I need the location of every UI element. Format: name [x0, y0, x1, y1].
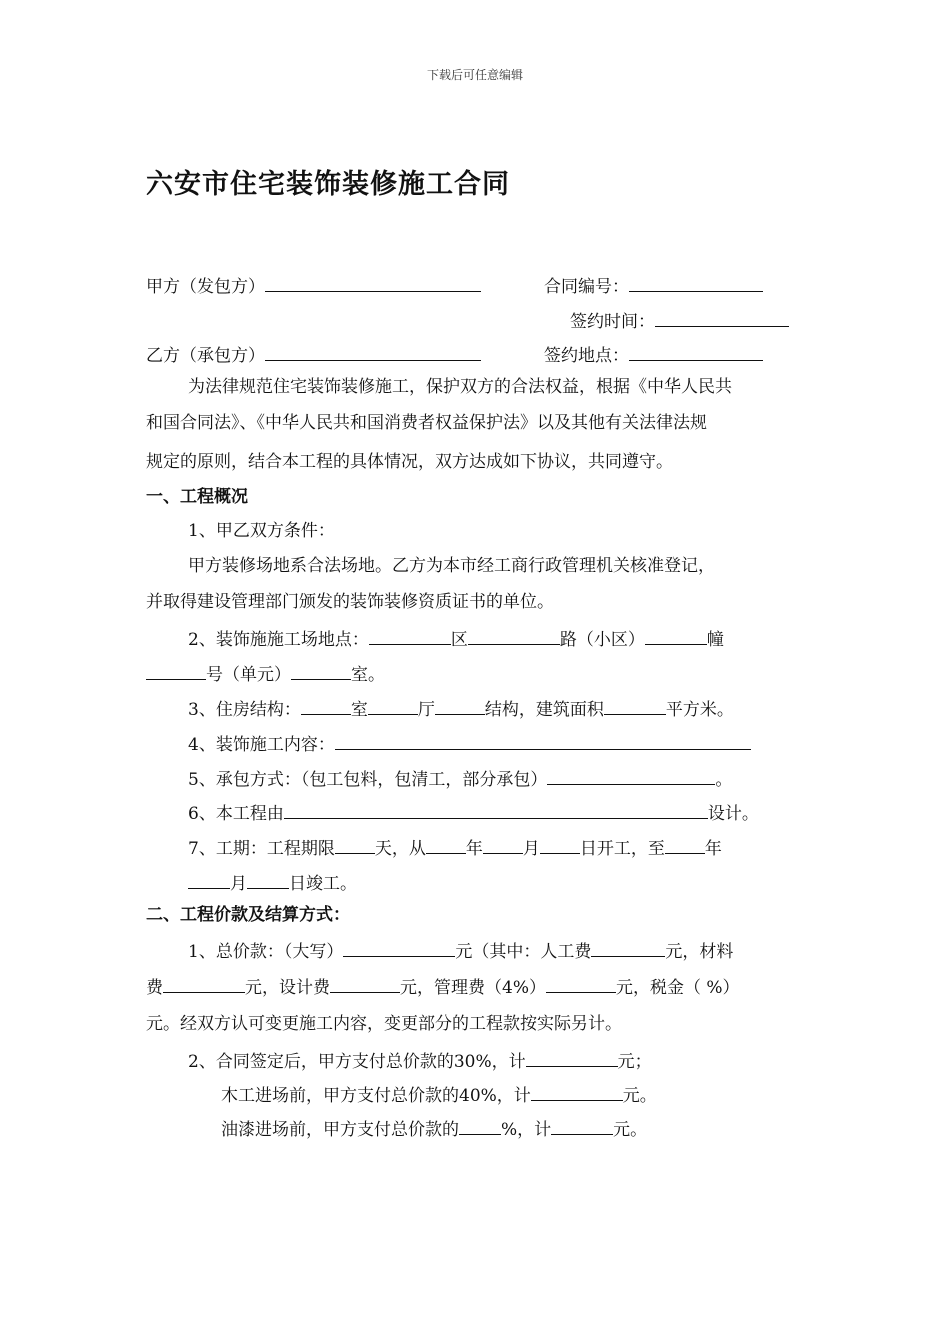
clause-label: 元；: [617, 1052, 652, 1072]
sign-place-line: [544, 343, 763, 366]
clause-label: 元。: [613, 1120, 648, 1140]
payment-3-amount-blank[interactable]: [551, 1117, 613, 1135]
clause-label: 室: [350, 700, 368, 720]
material-fee-blank[interactable]: [163, 975, 245, 993]
clause-label: 4、装饰施工内容：: [188, 735, 335, 755]
clause-label: 结构，建筑面积: [484, 700, 604, 720]
clause-label: 日竣工。: [289, 874, 357, 894]
contract-no-blank[interactable]: [629, 274, 763, 292]
payment-line-2: [221, 1083, 657, 1106]
clause-text: 甲方装修场地系合法场地。乙方为本市经工商行政管理机关核准登记，: [188, 556, 715, 576]
clause-label: 路（小区）: [559, 630, 645, 650]
work-content-blank[interactable]: [335, 732, 751, 750]
clause-text: 元。经双方认可变更施工内容，变更部分的工程款按实际另计。: [146, 1014, 622, 1034]
sign-place-label: 签约地点：: [544, 346, 629, 366]
clause-label: 5、承包方式：（包工包料，包清工，部分承包）: [188, 770, 548, 790]
party-b-label: 乙方（承包方）: [146, 346, 265, 366]
management-fee-blank[interactable]: [546, 975, 616, 993]
clause-label: 元，设计费: [245, 978, 330, 998]
fees-line: [146, 975, 806, 998]
end-year-blank[interactable]: [665, 836, 705, 854]
party-b-blank[interactable]: [265, 343, 481, 361]
payment-2-blank[interactable]: [531, 1083, 623, 1101]
clause-label: 木工进场前，甲方支付总价款的40%，计: [221, 1086, 531, 1106]
clause-label: 幢: [706, 630, 724, 650]
clause-label: 月: [230, 874, 247, 894]
area-blank[interactable]: [604, 697, 666, 715]
start-year-blank[interactable]: [426, 836, 466, 854]
party-a-label: 甲方（发包方）: [146, 277, 265, 297]
days-blank[interactable]: [335, 836, 375, 854]
end-day-blank[interactable]: [247, 871, 289, 889]
clause-label: 1、总价款：（大写）: [188, 942, 344, 962]
labor-fee-blank[interactable]: [591, 939, 665, 957]
room-blank[interactable]: [291, 662, 351, 680]
contract-no-label: 合同编号：: [544, 277, 629, 297]
payment-line-3: [221, 1117, 647, 1140]
clause-label: 油漆进场前，甲方支付总价款的: [221, 1120, 459, 1140]
clause-label: 7、工期：工程期限: [188, 839, 335, 859]
start-day-blank[interactable]: [540, 836, 580, 854]
clause-label: 年: [704, 839, 722, 859]
structure-blank[interactable]: [435, 697, 485, 715]
designer-line: [188, 801, 759, 824]
clause-text: 1、甲乙双方条件：: [188, 521, 335, 541]
work-content-line: [188, 732, 751, 755]
clause-label: 2、装饰施施工场地点：: [188, 630, 369, 650]
road-blank[interactable]: [468, 627, 560, 645]
clause-label: 平方米。: [665, 700, 734, 720]
sign-time-line: [570, 309, 789, 332]
clause-label: %，计: [501, 1120, 552, 1140]
unit-blank[interactable]: [146, 662, 206, 680]
clause-label: 设计。: [707, 804, 759, 824]
contract-mode-line: [188, 767, 732, 790]
clause-label: 6、本工程由: [188, 804, 284, 824]
intro-line: 和国合同法》、《中华人民共和国消费者权益保护法》以及其他有关法律法规: [146, 413, 707, 433]
house-structure-line: [188, 697, 734, 720]
sign-place-blank[interactable]: [629, 343, 763, 361]
sign-time-label: 签约时间：: [570, 312, 655, 332]
clause-label: 元，管理费（4%）: [400, 978, 546, 998]
section-heading: 二、工程价款及结算方式：: [146, 905, 350, 925]
clause-label: 2、合同签定后，甲方支付总价款的30%，计: [188, 1052, 526, 1072]
schedule-line-2: [188, 871, 357, 894]
clause-label: 元，税金（ %）: [615, 978, 740, 998]
clause-label: 元，材料: [665, 942, 734, 962]
clause-label: 年: [465, 839, 483, 859]
design-fee-blank[interactable]: [330, 975, 400, 993]
contract-no-line: [544, 274, 763, 297]
clause-label: 室。: [351, 665, 385, 685]
party-a-blank[interactable]: [265, 274, 481, 292]
clause-label: 。: [715, 770, 733, 790]
intro-line: 规定的原则，结合本工程的具体情况，双方达成如下协议，共同遵守。: [146, 452, 673, 472]
building-blank[interactable]: [645, 627, 707, 645]
total-price-blank[interactable]: [343, 939, 455, 957]
clause-label: 3、住房结构：: [188, 700, 301, 720]
clause-text: 并取得建设管理部门颁发的装饰装修资质证书的单位。: [146, 592, 554, 612]
payment-line-1: [188, 1049, 652, 1072]
clause-label: 日开工，至: [579, 839, 665, 859]
clause-label: 区: [450, 630, 468, 650]
site-address-line-2: [146, 662, 385, 685]
clause-label: 元（其中：人工费: [455, 942, 592, 962]
district-blank[interactable]: [369, 627, 451, 645]
party-b-line: [146, 343, 481, 366]
clause-label: 厅: [417, 700, 435, 720]
halls-blank[interactable]: [368, 697, 418, 715]
start-month-blank[interactable]: [483, 836, 523, 854]
clause-label: 费: [146, 978, 163, 998]
payment-3-percent-blank[interactable]: [459, 1117, 501, 1135]
clause-label: 月: [522, 839, 540, 859]
total-price-line: [188, 939, 733, 962]
clause-label: 元。: [622, 1086, 657, 1106]
sign-time-blank[interactable]: [655, 309, 789, 327]
clause-label: 天，从: [374, 839, 426, 859]
document-title: 六安市住宅装饰装修施工合同: [146, 169, 510, 200]
end-month-blank[interactable]: [188, 871, 230, 889]
intro-line: 为法律规范住宅装饰装修施工，保护双方的合法权益，根据《中华人民共: [188, 377, 732, 397]
site-address-line: [188, 627, 724, 650]
designer-blank[interactable]: [284, 801, 708, 819]
rooms-blank[interactable]: [301, 697, 351, 715]
clause-label: 号（单元）: [206, 665, 291, 685]
party-a-line: [146, 274, 481, 297]
page-header: 下载后可任意编辑: [426, 68, 523, 82]
payment-1-blank[interactable]: [526, 1049, 618, 1067]
section-heading: 一、工程概况: [146, 487, 248, 507]
schedule-line: [188, 836, 722, 859]
contract-mode-blank[interactable]: [547, 767, 715, 785]
